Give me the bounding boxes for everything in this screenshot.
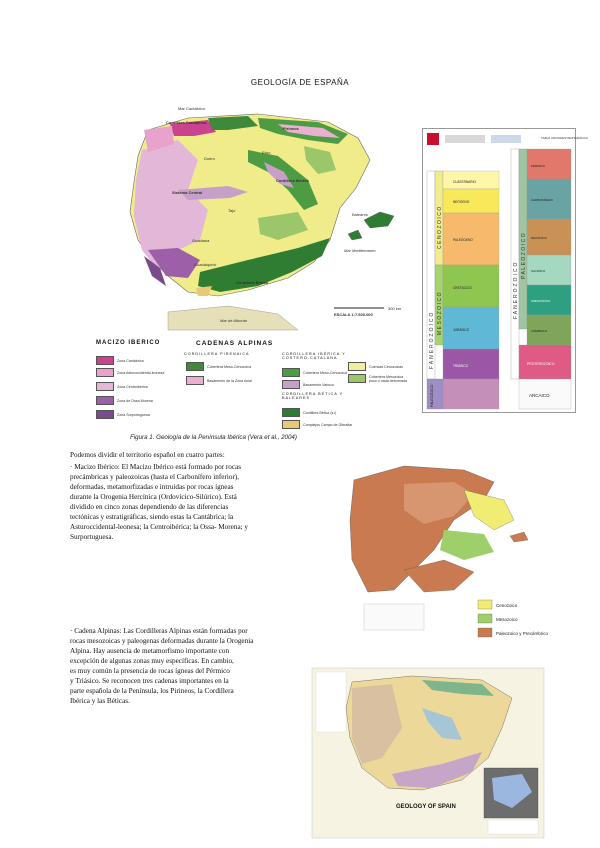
map2-legend-paleozoico: Paleozoico y Precámbrico <box>496 631 549 636</box>
text-line: · Cadena Alpinas: Las Cordilleras Alpinas están formadas por <box>70 627 248 635</box>
geology-of-spain-map <box>312 668 544 838</box>
intro-text: Podemos dividir el territorio español en cuatro partes: <box>70 451 225 459</box>
label-tajo: Tajo <box>228 208 236 213</box>
legend-pirenaica-title: CORDILLERA PIRENAICA <box>184 352 250 356</box>
legend-swatch <box>282 408 300 417</box>
strat-eon-right: FANEROZOICO <box>513 260 519 319</box>
label-cordillera-cantabrica: Cordillera Cantábrica <box>166 120 207 125</box>
label-guadalquivir: Guadalquivir <box>194 262 217 267</box>
legend-swatch <box>186 376 204 385</box>
strat-period: CUATERNARIO <box>453 180 476 184</box>
strat-period: CÁMBRICO <box>531 329 548 333</box>
map2-legend-mesozoico: Mesozoico <box>496 617 518 622</box>
legend-swatch <box>96 410 114 419</box>
strat-period: CRETÁCICO <box>453 286 472 290</box>
simplified-geology-map <box>344 460 549 640</box>
text-line: Ibérica y las Béticas. <box>70 697 130 705</box>
strat-period: NEÓGENO <box>453 200 470 204</box>
text-line: tectónicas y estratigráficas, siendo estas la Cantábrica; la <box>70 513 234 521</box>
strat-svg <box>423 129 588 412</box>
map2-legend-cenozoico: Cenozoico <box>496 603 518 608</box>
legend-item: Cobertera Meso-Cenozoica <box>282 368 347 377</box>
text-line: Asturoccidental-leonesa; la Centroibérica; la Ossa- Morena; y <box>70 523 249 531</box>
label-cordillera-betica: Cordillera Bética <box>236 280 268 285</box>
logo-icon <box>491 135 521 143</box>
legend-swatch <box>96 396 114 405</box>
strat-period: TRIÁSICO <box>453 364 469 368</box>
legend-swatch <box>478 600 492 609</box>
legend-cadenas-title: CADENAS ALPINAS <box>196 340 274 347</box>
strat-period: PALEÓGENO <box>453 238 473 242</box>
mesozoico-region <box>440 530 494 560</box>
text-line: y Triásico. Se reconocen tres cadenas importantes en la <box>70 677 229 685</box>
macizo-paragraph <box>70 462 340 542</box>
label-escala: ESCALA 1:7.500.000 <box>334 312 373 317</box>
figure-caption: Figura 1. Geología de la Península Ibérica (Vera et al., 2004) <box>130 434 297 441</box>
text-line: Surportuguesa. <box>70 533 114 541</box>
legend-item: Zona Asturoccidental-leonesa <box>96 368 182 377</box>
text-line: excepción de algunas zonas muy específicas. En cambio, <box>70 657 234 665</box>
legend-swatch <box>96 382 114 391</box>
label-baleares: Baleares <box>352 212 368 217</box>
label-mar-cantabrico: Mar Cantábrico <box>178 106 206 111</box>
text-line: precámbricas y paleozoicas (hasta el Carbonífero inferior), <box>70 473 240 481</box>
text-line: durante la Orogenia Hercínica (Ordovícico-Silúrico). Está <box>70 493 237 501</box>
legend-swatch <box>348 362 366 371</box>
text-line: deformadas, metamorfizadas e intruidas por rocas ígneas <box>70 483 234 491</box>
legend-item: Cuencas Cenozoicas <box>348 362 403 371</box>
map3-legend-box <box>488 820 538 834</box>
strat-eon-left: FANEROZOICO <box>429 310 435 369</box>
label-ebro: Ebro <box>262 150 271 155</box>
label-duero: Duero <box>204 156 215 161</box>
label-guadiana: Guadiana <box>192 238 210 243</box>
legend-swatch <box>282 368 300 377</box>
legend-swatch <box>282 420 300 429</box>
strat-period: CARBONÍFERO <box>531 198 554 202</box>
legend-item: Complejos Campo de Gibraltar <box>282 420 352 429</box>
legend-item: Zona Centroibérica <box>96 382 148 391</box>
legend-iberica-title: CORDILLERA IBÉRICA Y COSTERO-CATALANA <box>282 352 346 360</box>
legend-macizo-title: MACIZO IBERICO <box>96 340 161 346</box>
legend-item: Cobertera Meso-Cenozoica <box>186 362 251 371</box>
text-line: parte española de la Península, los Pirineos, la Cordillera <box>70 687 234 695</box>
legend-swatch <box>478 628 492 637</box>
map2-sublegend-box <box>364 604 424 630</box>
iberia-geology-map <box>108 100 412 330</box>
text-line: · Macizo Ibérico: El Macizo Ibérico está formado por rocas <box>70 463 242 471</box>
strat-period: ORDOVÍCICO <box>531 299 551 303</box>
baleares-islands <box>510 532 528 542</box>
legend-item: Basamento Varisco <box>282 380 334 389</box>
strat-era: PALEOZOICO <box>430 384 434 407</box>
label-escala-km: 300 km <box>388 306 402 311</box>
logo-icon <box>445 135 485 143</box>
strat-era-right: PALEOZOICO <box>521 231 527 279</box>
label-sistema-central: Sistema Central <box>172 190 203 195</box>
legend-swatch <box>282 380 300 389</box>
text-line: dividido en cinco zonas dependiendo de las diferencias <box>70 503 229 511</box>
strat-period: SILÚRICO <box>531 269 546 273</box>
map3-legend-box <box>316 672 346 732</box>
label-pirineos: Pirineos <box>283 126 299 131</box>
strat-proterozoico: PROTEROZOICO <box>527 362 555 366</box>
legend-item: Zona Surportuguesa <box>96 410 150 419</box>
legend-swatch <box>96 356 114 365</box>
label-mar-alboran: Mar de Alborán <box>220 318 248 323</box>
cenozoico-region <box>464 490 514 530</box>
strat-period: JURÁSICO <box>453 328 470 332</box>
strat-era: MESOZOICO <box>437 290 443 335</box>
map-legend <box>92 336 412 436</box>
legend-swatch <box>96 368 114 377</box>
legend-item: Basamento de la Zona Axial <box>186 376 252 385</box>
legend-swatch <box>348 374 366 383</box>
legend-item: Zona de Ossa Morena <box>96 396 153 405</box>
text-line: rocas mesozoicas y paleogenas deformadas durante la Orogenia <box>70 637 254 645</box>
emblem-icon <box>427 133 439 145</box>
text-line: Alpina. Hay ausencia de metamorfismo importante con <box>70 647 230 655</box>
label-mar-mediterraneo: Mar Mediterráneo <box>344 248 376 253</box>
legend-betica-title: CORDILLERA BÉTICA Y BALEARES <box>282 392 344 400</box>
strat-header: TABLA CRONOESTRATIGRÁFICA <box>541 136 588 140</box>
legend-swatch <box>478 614 492 623</box>
label-cordillera-iberica: Cordillera Ibérica <box>276 178 309 183</box>
strat-era: CENOZOICO <box>437 205 443 249</box>
stratigraphic-chart <box>422 128 588 413</box>
document-title: GEOLOGÍA DE ESPAÑA <box>250 78 350 87</box>
alpinas-paragraph <box>70 626 340 706</box>
legend-swatch <box>186 362 204 371</box>
legend-item: Cobertera Mesozoica poco o nada deformada <box>348 374 410 383</box>
legend-item: Zona Cantábrica <box>96 356 144 365</box>
strat-period: PÉRMICO <box>531 164 546 168</box>
text-line: es muy común la presencia de rocas ígneas del Pérmico <box>70 667 230 675</box>
strat-period: DEVÓNICO <box>531 236 548 240</box>
map3-caption: GEOLOGY OF SPAIN <box>396 804 456 810</box>
strat-arcaico: ARCAICO <box>529 393 550 398</box>
legend-item: Cordillera Bética (s.l) <box>282 408 336 417</box>
